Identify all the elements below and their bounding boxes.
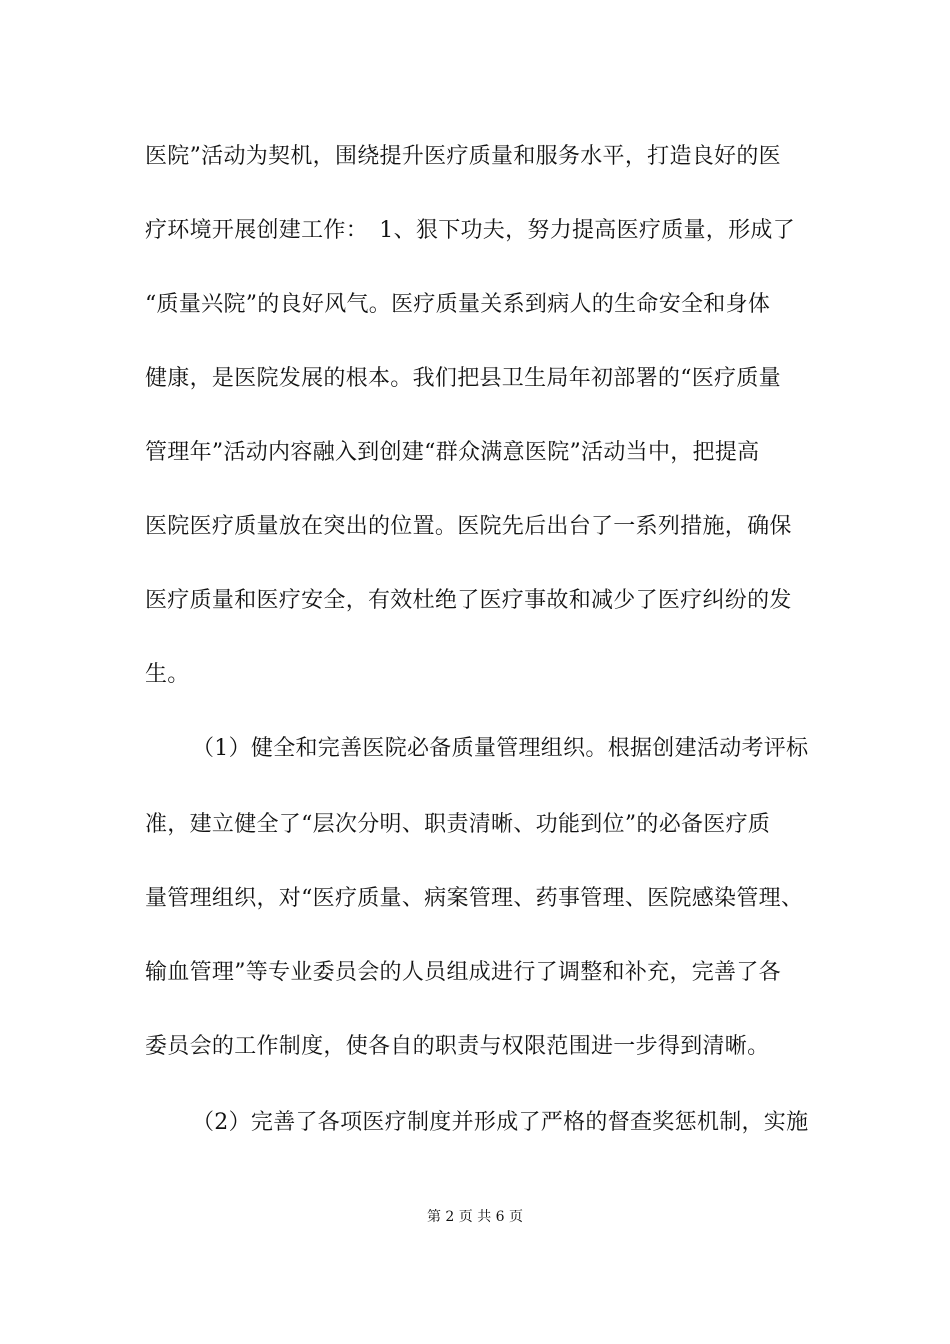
text-line: “质量兴院”的良好风气。医疗质量关系到病人的生命安全和身体 — [145, 292, 771, 317]
text-line: 医院”活动为契机，围绕提升医疗质量和服务水平，打造良好的医 — [145, 144, 781, 169]
text-line: 输血管理”等专业委员会的人员组成进行了调整和补充，完善了各 — [145, 960, 781, 985]
text-line: 管理年”活动内容融入到创建“群众满意医院”活动当中，把提高 — [145, 440, 760, 465]
text-line: 量管理组织，对“医疗质量、病案管理、药事管理、医院感染管理、 — [145, 886, 804, 911]
text-line: 医疗质量和医疗安全，有效杜绝了医疗事故和减少了医疗纠纷的发 — [145, 588, 792, 613]
text-line: 医院医疗质量放在突出的位置。医院先后出台了一系列措施，确保 — [145, 514, 792, 539]
text-line: 委员会的工作制度，使各自的职责与权限范围进一步得到清晰。 — [145, 1034, 770, 1059]
paragraph-start-line: （1）健全和完善医院必备质量管理组织。根据创建活动考评标 — [192, 736, 809, 761]
paragraph-start-line: （2）完善了各项医疗制度并形成了严格的督查奖惩机制，实施 — [192, 1110, 809, 1135]
text-line: 生。 — [145, 662, 190, 687]
text-line: 健康，是医院发展的根本。我们把县卫生局年初部署的“医疗质量 — [145, 366, 781, 391]
text-line: 准，建立健全了“层次分明、职责清晰、功能到位”的必备医疗质 — [145, 812, 771, 837]
text-line: 疗环境开展创建工作： 1、狠下功夫，努力提高医疗质量，形成了 — [145, 218, 795, 243]
page-number-footer: 第 2 页 共 6 页 — [426, 1209, 524, 1225]
